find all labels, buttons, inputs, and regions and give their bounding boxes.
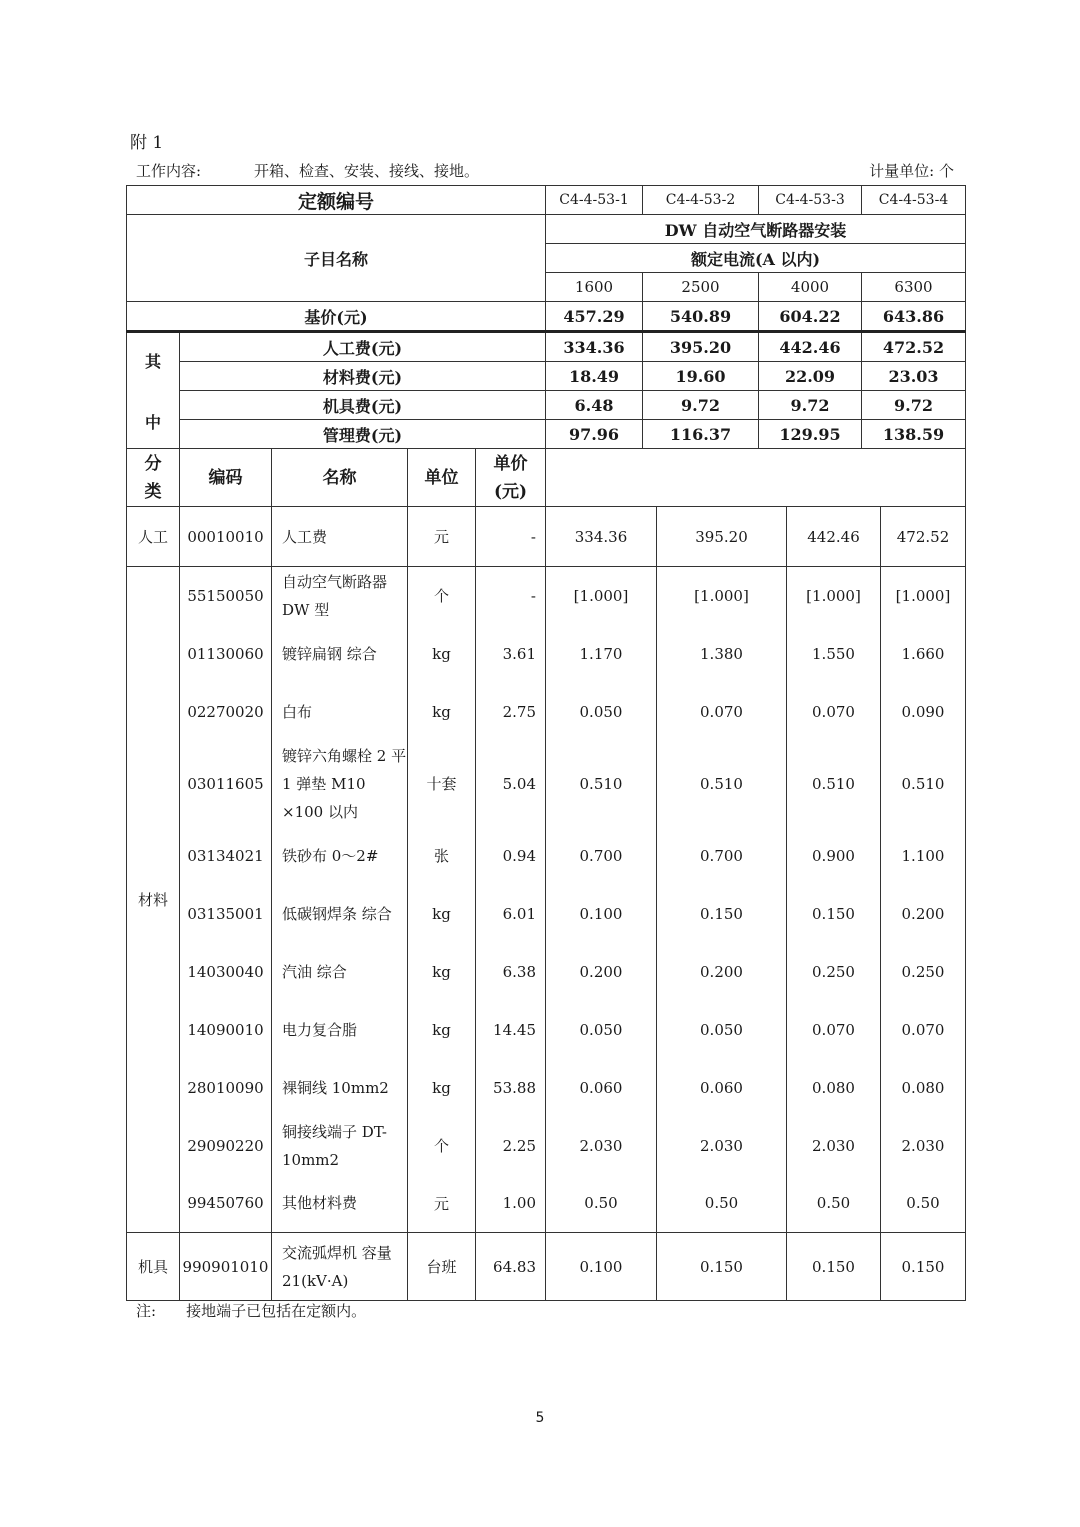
item-code: 990901010 xyxy=(180,1233,272,1301)
item-price: 2.75 xyxy=(476,683,546,741)
item-value: 0.150 xyxy=(787,1233,881,1301)
item-name: 低碳钢焊条 综合 xyxy=(272,885,408,943)
item-code: 03134021 xyxy=(180,827,272,885)
item-unit: kg xyxy=(408,683,476,741)
item-value: 334.36 xyxy=(546,507,657,567)
item-value: 0.510 xyxy=(787,741,881,827)
item-unit: kg xyxy=(408,1059,476,1117)
item-value: 0.250 xyxy=(787,943,881,1001)
rated-current: 6300 xyxy=(862,273,966,302)
rated-current: 1600 xyxy=(546,273,643,302)
item-value: 0.070 xyxy=(881,1001,966,1059)
item-subtitle: 额定电流(A 以内) xyxy=(546,244,966,273)
item-value: 0.510 xyxy=(546,741,657,827)
item-value: 0.150 xyxy=(881,1233,966,1301)
breakdown-value: 97.96 xyxy=(546,420,643,449)
breakdown-value: 18.49 xyxy=(546,362,643,391)
item-price: 6.38 xyxy=(476,943,546,1001)
quota-code: C4-4-53-2 xyxy=(643,186,759,215)
breakdown-value: 334.36 xyxy=(546,332,643,362)
item-code: 29090220 xyxy=(180,1117,272,1175)
item-value: 0.070 xyxy=(787,1001,881,1059)
quota-summary-table xyxy=(126,185,966,449)
item-unit: 十套 xyxy=(408,741,476,827)
item-unit: kg xyxy=(408,625,476,683)
breakdown-label-material: 材料费(元) xyxy=(180,362,546,391)
quota-code: C4-4-53-4 xyxy=(862,186,966,215)
rated-current: 2500 xyxy=(643,273,759,302)
item-value: 0.900 xyxy=(787,827,881,885)
header-blank xyxy=(546,449,966,507)
breakdown-value: 19.60 xyxy=(643,362,759,391)
item-price: 0.94 xyxy=(476,827,546,885)
item-price: - xyxy=(476,567,546,625)
item-code: 99450760 xyxy=(180,1175,272,1233)
item-price: 5.04 xyxy=(476,741,546,827)
item-value: 0.100 xyxy=(546,1233,657,1301)
item-name: 铜接线端子 DT-10mm2 xyxy=(272,1117,408,1175)
item-value: 2.030 xyxy=(787,1117,881,1175)
item-value: 0.080 xyxy=(881,1059,966,1117)
item-price: - xyxy=(476,507,546,567)
item-value: 1.170 xyxy=(546,625,657,683)
item-name: 人工费 xyxy=(272,507,408,567)
quota-code: C4-4-53-3 xyxy=(759,186,862,215)
work-content-label: 工作内容: xyxy=(136,162,202,180)
item-code: 00010010 xyxy=(180,507,272,567)
base-price: 643.86 xyxy=(862,302,966,332)
header-price: 单价 (元) xyxy=(476,449,546,507)
quota-code-label: 定额编号 xyxy=(127,186,546,215)
item-value: 0.060 xyxy=(657,1059,787,1117)
footnote-text: 接地端子已包括在定额内。 xyxy=(186,1302,367,1320)
item-price: 3.61 xyxy=(476,625,546,683)
item-code: 03011605 xyxy=(180,741,272,827)
item-value: 2.030 xyxy=(657,1117,787,1175)
item-value: 442.46 xyxy=(787,507,881,567)
item-code: 55150050 xyxy=(180,567,272,625)
item-value: 0.50 xyxy=(881,1175,966,1233)
base-price: 457.29 xyxy=(546,302,643,332)
item-code: 01130060 xyxy=(180,625,272,683)
breakdown-label-management: 管理费(元) xyxy=(180,420,546,449)
item-value: 0.070 xyxy=(787,683,881,741)
rated-current: 4000 xyxy=(759,273,862,302)
item-value: 1.100 xyxy=(881,827,966,885)
item-price: 2.25 xyxy=(476,1117,546,1175)
item-value: [1.000] xyxy=(881,567,966,625)
item-price: 64.83 xyxy=(476,1233,546,1301)
category-machine: 机具 xyxy=(127,1233,180,1301)
item-value: 0.150 xyxy=(787,885,881,943)
item-value: 395.20 xyxy=(657,507,787,567)
breakdown-label: 其 中 xyxy=(127,332,180,449)
unit-note: 计量单位: 个 xyxy=(869,162,954,180)
consumption-detail-table xyxy=(126,448,966,1301)
item-value: 1.550 xyxy=(787,625,881,683)
item-value: [1.000] xyxy=(787,567,881,625)
item-name-label: 子目名称 xyxy=(127,215,546,302)
item-value: 1.660 xyxy=(881,625,966,683)
breakdown-value: 395.20 xyxy=(643,332,759,362)
item-name: 其他材料费 xyxy=(272,1175,408,1233)
breakdown-value: 138.59 xyxy=(862,420,966,449)
item-price: 6.01 xyxy=(476,885,546,943)
item-code: 02270020 xyxy=(180,683,272,741)
item-unit: 个 xyxy=(408,567,476,625)
item-name: 镀锌六角螺栓 2 平 1 弹垫 M10 ×100 以内 xyxy=(272,741,408,827)
item-value: 0.150 xyxy=(657,1233,787,1301)
breakdown-value: 442.46 xyxy=(759,332,862,362)
item-unit: 个 xyxy=(408,1117,476,1175)
breakdown-value: 472.52 xyxy=(862,332,966,362)
item-value: 0.070 xyxy=(657,683,787,741)
footnote xyxy=(136,1300,366,1321)
item-value: 0.50 xyxy=(657,1175,787,1233)
item-name: 电力复合脂 xyxy=(272,1001,408,1059)
item-value: 0.700 xyxy=(657,827,787,885)
item-value: 0.700 xyxy=(546,827,657,885)
item-unit: 元 xyxy=(408,1175,476,1233)
breakdown-value: 23.03 xyxy=(862,362,966,391)
item-value: 0.250 xyxy=(881,943,966,1001)
item-unit: kg xyxy=(408,885,476,943)
work-content-text: 开箱、检查、安装、接线、接地。 xyxy=(254,162,480,180)
header-unit: 单位 xyxy=(408,449,476,507)
item-value: 0.200 xyxy=(546,943,657,1001)
base-price: 604.22 xyxy=(759,302,862,332)
breakdown-value: 129.95 xyxy=(759,420,862,449)
header-code: 编码 xyxy=(180,449,272,507)
item-value: 0.200 xyxy=(881,885,966,943)
breakdown-value: 116.37 xyxy=(643,420,759,449)
item-value: 0.090 xyxy=(881,683,966,741)
item-code: 03135001 xyxy=(180,885,272,943)
item-unit: 张 xyxy=(408,827,476,885)
item-value: 0.080 xyxy=(787,1059,881,1117)
category-labor: 人工 xyxy=(127,507,180,567)
item-value: [1.000] xyxy=(546,567,657,625)
item-name: 铁砂布 0～2# xyxy=(272,827,408,885)
item-value: 0.50 xyxy=(546,1175,657,1233)
item-title: DW 自动空气断路器安装 xyxy=(546,215,966,244)
item-value: 0.050 xyxy=(546,683,657,741)
item-code: 14030040 xyxy=(180,943,272,1001)
header-category: 分 类 xyxy=(127,449,180,507)
item-code: 14090010 xyxy=(180,1001,272,1059)
item-price: 14.45 xyxy=(476,1001,546,1059)
item-value: [1.000] xyxy=(657,567,787,625)
item-value: 2.030 xyxy=(881,1117,966,1175)
item-value: 0.050 xyxy=(657,1001,787,1059)
base-price-label: 基价(元) xyxy=(127,302,546,332)
page-number: 5 xyxy=(535,1410,545,1426)
item-name: 汽油 综合 xyxy=(272,943,408,1001)
item-value: 472.52 xyxy=(881,507,966,567)
item-value: 0.060 xyxy=(546,1059,657,1117)
item-value: 0.510 xyxy=(881,741,966,827)
breakdown-label-labor: 人工费(元) xyxy=(180,332,546,362)
item-value: 0.200 xyxy=(657,943,787,1001)
item-value: 0.150 xyxy=(657,885,787,943)
item-unit: kg xyxy=(408,1001,476,1059)
quota-code: C4-4-53-1 xyxy=(546,186,643,215)
header-name: 名称 xyxy=(272,449,408,507)
item-value: 1.380 xyxy=(657,625,787,683)
item-value: 0.100 xyxy=(546,885,657,943)
breakdown-value: 9.72 xyxy=(862,391,966,420)
item-unit: kg xyxy=(408,943,476,1001)
breakdown-value: 6.48 xyxy=(546,391,643,420)
item-unit: 台班 xyxy=(408,1233,476,1301)
item-name: 镀锌扁钢 综合 xyxy=(272,625,408,683)
base-price: 540.89 xyxy=(643,302,759,332)
item-code: 28010090 xyxy=(180,1059,272,1117)
category-materials: 材料 xyxy=(127,567,180,1233)
item-unit: 元 xyxy=(408,507,476,567)
breakdown-value: 9.72 xyxy=(643,391,759,420)
item-name: 交流弧焊机 容量 21(kV·A) xyxy=(272,1233,408,1301)
item-name: 白布 xyxy=(272,683,408,741)
item-name: 自动空气断路器 DW 型 xyxy=(272,567,408,625)
item-value: 0.50 xyxy=(787,1175,881,1233)
breakdown-label-machine: 机具费(元) xyxy=(180,391,546,420)
item-value: 0.510 xyxy=(657,741,787,827)
item-price: 1.00 xyxy=(476,1175,546,1233)
item-value: 0.050 xyxy=(546,1001,657,1059)
footnote-label: 注: xyxy=(136,1302,157,1320)
item-price: 53.88 xyxy=(476,1059,546,1117)
item-name: 裸铜线 10mm2 xyxy=(272,1059,408,1117)
item-value: 2.030 xyxy=(546,1117,657,1175)
attachment-label: 附 1 xyxy=(130,133,164,153)
breakdown-value: 22.09 xyxy=(759,362,862,391)
breakdown-value: 9.72 xyxy=(759,391,862,420)
